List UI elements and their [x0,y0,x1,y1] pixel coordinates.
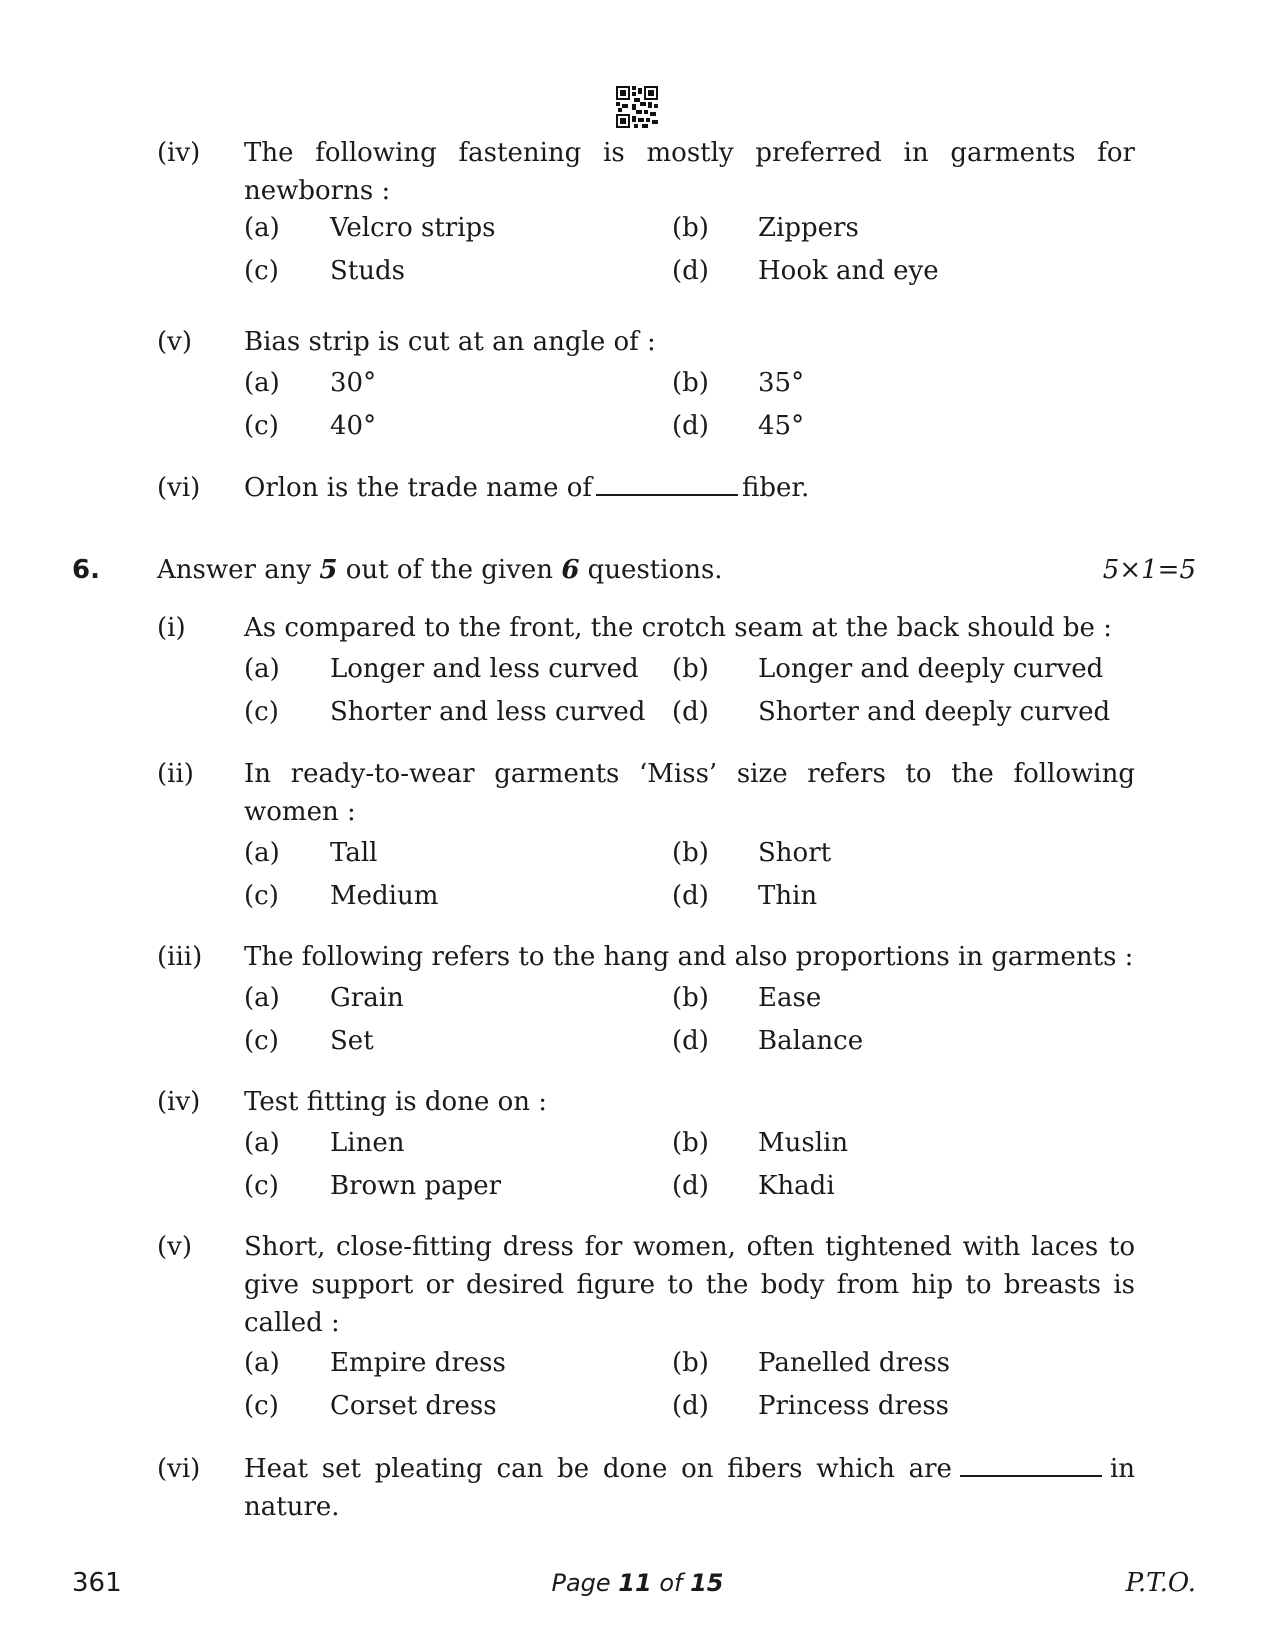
option-label: (d) [672,881,709,911]
option-text: Empire dress [330,1348,506,1378]
option-label: (a) [244,213,280,243]
fill-blank [596,472,738,496]
question-text: The following fastening is mostly preferred in garments for newborns : [244,138,1135,206]
option-text: Zippers [758,213,859,243]
option-label: (c) [244,411,279,441]
option-label: (b) [672,213,709,243]
option-text: Short [758,838,832,868]
option-label: (d) [672,1171,709,1201]
option-text: Medium [330,881,439,911]
option-label: (c) [244,1026,279,1056]
option-label: (d) [672,1026,709,1056]
item-number: (ii) [157,759,194,789]
option-label: (b) [672,1128,709,1158]
option-label: (a) [244,983,280,1013]
option-text: Corset dress [330,1391,497,1421]
option-text: Studs [330,256,405,286]
option-text: Longer and less curved [330,654,639,684]
please-turn-over: P.T.O. [1125,1568,1196,1598]
item-number: (vi) [157,473,201,503]
option-label: (c) [244,881,279,911]
option-label: (a) [244,368,280,398]
option-label: (b) [672,983,709,1013]
option-text: Grain [330,983,404,1013]
item-number: (i) [157,613,186,643]
option-label: (b) [672,838,709,868]
text-after-blank: fiber. [742,473,810,503]
question-text: In ready-to-wear garments ‘Miss’ size refers to the following women : [244,759,1135,827]
fill-blank [960,1453,1102,1477]
option-text: 30° [330,368,377,398]
paper-code: 361 [72,1568,122,1598]
option-text: Hook and eye [758,256,939,286]
item-number: (v) [157,1232,192,1262]
option-text: Brown paper [330,1171,502,1201]
option-label: (a) [244,654,280,684]
text-before-blank: Orlon is the trade name of [244,473,592,503]
option-text: 35° [758,368,805,398]
question-text [244,469,1135,507]
item-number: (iv) [157,138,201,168]
option-label: (d) [672,256,709,286]
option-text: Tall [330,838,378,868]
option-text: Ease [758,983,822,1013]
question-text: Short, close-fitting dress for women, often tightened with laces to give support or desired figure to the body from hip to breasts is called : [244,1232,1135,1338]
question-text: Bias strip is cut at an angle of : [244,327,656,357]
question-text: Test fitting is done on : [244,1087,548,1117]
item-number: (iv) [157,1087,201,1117]
option-text: Thin [758,881,818,911]
option-label: (b) [672,1348,709,1378]
option-label: (d) [672,697,709,727]
question-text: As compared to the front, the crotch seam at the back should be : [244,613,1112,643]
option-label: (a) [244,1348,280,1378]
text-before-blank: Heat set pleating can be done on fibers which are [244,1454,952,1484]
option-text: Shorter and less curved [330,697,646,727]
option-text: Balance [758,1026,864,1056]
marks-allocation: 5×1=5 [1102,555,1196,585]
option-text: Princess dress [758,1391,950,1421]
question-text [244,1450,1135,1526]
option-text: Linen [330,1128,405,1158]
question-text: The following refers to the hang and also proportions in garments : [244,942,1134,972]
option-label: (d) [672,1391,709,1421]
option-label: (d) [672,411,709,441]
option-label: (a) [244,838,280,868]
option-text: Khadi [758,1171,835,1201]
item-number: (v) [157,327,192,357]
page-indicator: Page 11 of 15 [551,1569,724,1597]
option-label: (c) [244,1171,279,1201]
question-instruction: Answer any 5 out of the given 6 questions. [157,555,723,585]
option-text: Longer and deeply curved [758,654,1104,684]
option-text: Panelled dress [758,1348,951,1378]
option-label: (b) [672,654,709,684]
option-label: (c) [244,256,279,286]
option-text: Muslin [758,1128,849,1158]
question-number: 6. [72,555,100,585]
option-text: 45° [758,411,805,441]
option-label: (c) [244,697,279,727]
qr-code-icon [616,86,658,128]
option-text: Velcro strips [330,213,496,243]
option-label: (a) [244,1128,280,1158]
option-text: Set [330,1026,374,1056]
item-number: (iii) [157,942,203,972]
item-number: (vi) [157,1454,201,1484]
option-label: (b) [672,368,709,398]
option-text: 40° [330,411,377,441]
option-text: Shorter and deeply curved [758,697,1111,727]
text-after-blank: in nature. [244,1454,1135,1522]
option-label: (c) [244,1391,279,1421]
